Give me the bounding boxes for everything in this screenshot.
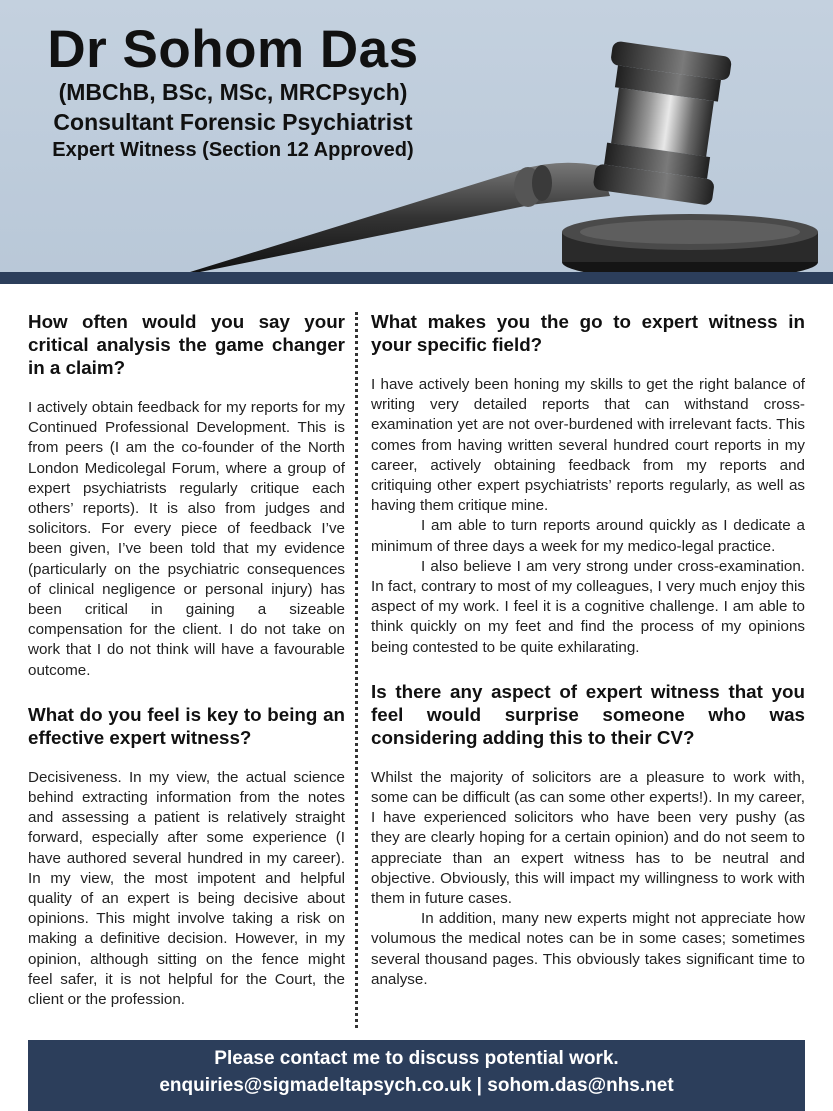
contact-footer (28, 1040, 805, 1111)
answer-paragraph: I also believe I am very strong under cross-examination. In fact, contrary to most of my colleagues, I very much enjoy this aspect of my work. I feel it is a cognitive challenge. I am able to think quickly on my feet and find the process of my opinions being contested to be quite exhilarating. (371, 557, 805, 656)
answer-paragraph: I have actively been honing my skills to get the right balance of writing very detailed reports that can withstand cross-examination yet are not over-burdened with irrelevant facts. This comes from having written several hundred court reports in my career, actively obtaining feedback from my reports and critiquing other expert psychiatrists’ reports regularly, as well as having them critique mine. (371, 376, 805, 515)
contact-prompt: Please contact me to discuss potential work. (214, 1048, 619, 1069)
answer-paragraph: I am able to turn reports around quickly as I dedicate a minimum of three days a week for my medico-legal practice. (371, 517, 805, 555)
doctor-name: Dr Sohom Das (47, 20, 419, 79)
contact-emails: enquiries@sigmadeltapsych.co.uk | sohom.das@nhs.net (159, 1075, 674, 1096)
question-heading: Is there any aspect of expert witness that you feel would surprise someone who was considering adding this to their CV? (371, 680, 805, 748)
qualifications: (MBChB, BSc, MSc, MRCPsych) (58, 79, 408, 105)
question-heading: What do you feel is key to being an effective expert witness? (28, 703, 345, 748)
answer-paragraph: Decisiveness. In my view, the actual science behind extracting information from the notes and assessing a patient is relatively straight forward, especially after some experience (I have authored several hundred in my career). In my view, the most impotent and helpful quality of an expert is being decisive about opinions. This might involve taking a risk on making a definitive decision. However, in my opinion, although sitting on the fence might feel safer, it is not helpful for the Court, the client or the profession. (28, 768, 345, 1009)
question-heading: What makes you the go to expert witness in your specific field? (371, 311, 805, 355)
answer-paragraph: I actively obtain feedback for my reports for my Continued Professional Development. This is from peers (I am the co-founder of the North London Medicolegal Forum, where a group of expert psychiatrists regularly critique each others’ reports). It is also from judges and solicitors. For every piece of feedback I’ve been given, I’ve been told that my evidence (particularly on the psychiatric consequences of clinical negligence or personal injury) has been critical in gaining a sizeable compensation for the client. I do not take on work that I do not think will have a favourable outcome. (28, 399, 345, 679)
left-column (28, 310, 345, 1010)
answer-paragraph: Whilst the majority of solicitors are a pleasure to work with, some can be difficult (as can some other experts!). In my career, I have experienced solicitors who have been very pushy (as they are clearly hoping for a certain opinion) and do not seem to appreciate than an expert witness has to be neutral and objective. Obviously, this will impact my willingness to work with them in future cases. (371, 768, 805, 908)
job-title: Consultant Forensic Psychiatrist (53, 109, 413, 135)
header-banner (0, 0, 833, 272)
column-divider (355, 312, 358, 1028)
question-heading: How often would you say your critical analysis the game changer in a claim? (28, 311, 345, 378)
expert-witness-subtitle: Expert Witness (Section 12 Approved) (52, 139, 414, 161)
answer-paragraph: In addition, many new experts might not appreciate how volumous the medical notes can be in some cases; sometimes several thousand pages. This obviously takes significant time to analyse. (371, 910, 805, 988)
header-divider-band (0, 272, 833, 284)
right-column (371, 310, 805, 990)
